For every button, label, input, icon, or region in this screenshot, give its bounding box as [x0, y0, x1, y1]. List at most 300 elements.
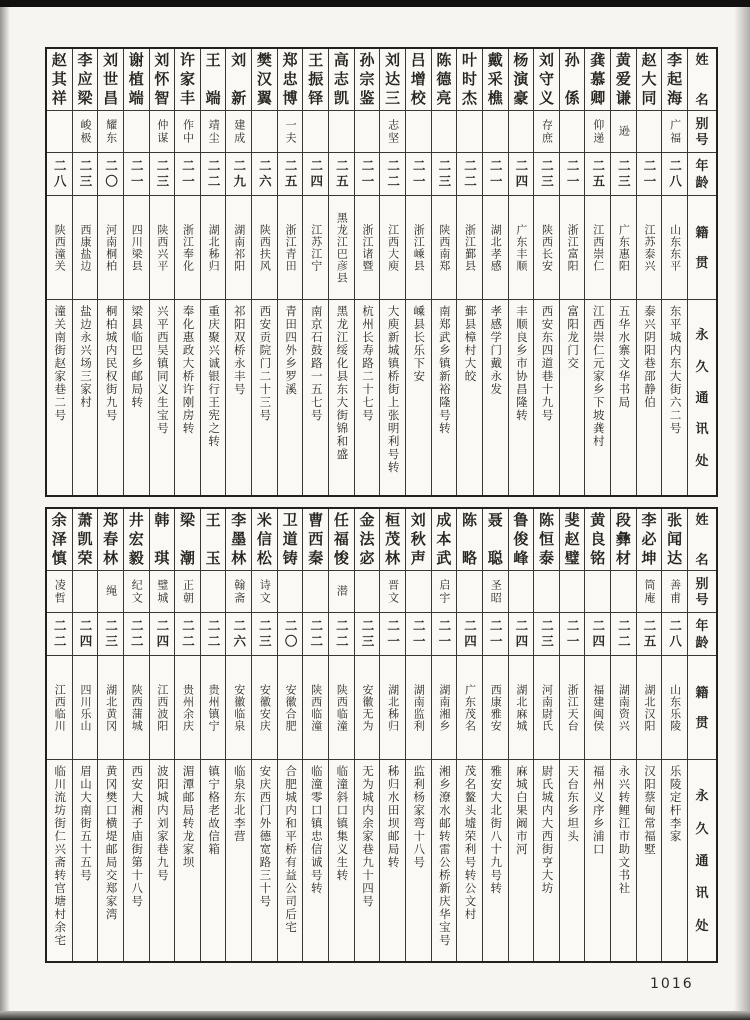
address-cell-text: 临泉东北李营 [232, 765, 245, 843]
native-place-cell [534, 656, 559, 760]
address-cell-text: 无为城内余家巷九十四号 [360, 765, 373, 908]
person-column [405, 49, 431, 495]
age-cell-text: 二八 [52, 158, 67, 190]
header-name-label [688, 509, 716, 571]
page-number: 1016 [650, 976, 694, 992]
character: 曹 [308, 512, 324, 529]
age-cell [406, 153, 431, 196]
native-place-cell-text: 贵州余庆 [181, 683, 194, 732]
person-column [149, 509, 175, 961]
character: 铸 [282, 550, 298, 567]
character: 金 [359, 512, 375, 529]
age-cell [457, 153, 482, 196]
character: 泰 [538, 550, 554, 567]
byname-cell-text: 逊 [617, 125, 630, 138]
address-cell-text: 南京石鼓路一五七号 [309, 305, 322, 422]
character: 宗 [359, 71, 375, 88]
native-place-cell-text: 安徽临泉 [232, 683, 245, 732]
character: 许 [180, 52, 196, 69]
native-place-cell-text: 山东乐陵 [668, 683, 681, 732]
native-place-cell [47, 196, 72, 300]
address-cell [509, 300, 534, 495]
character: 李 [231, 512, 247, 529]
native-place-cell [457, 196, 482, 300]
person-name-cell [432, 509, 457, 571]
address-cell [509, 760, 534, 961]
age-cell-text: 二四 [513, 158, 528, 190]
person-name-cell [560, 49, 585, 111]
address-cell [150, 760, 175, 961]
person-column [97, 49, 123, 495]
person-column [379, 49, 405, 495]
person-name-cell [483, 49, 508, 111]
character: 海 [667, 90, 683, 107]
person-column [200, 49, 226, 495]
person-name-cell [509, 509, 534, 571]
character: 陈 [462, 512, 478, 529]
address-cell [637, 760, 662, 961]
age-cell-text: 二三 [436, 158, 451, 190]
native-place-cell [432, 656, 457, 760]
address-cell-text: 雅安大北街八十九号转 [489, 765, 502, 895]
age-cell-text: 二三 [539, 158, 554, 190]
byname-cell-text: 善甫 [668, 578, 681, 605]
byname-cell-text: 翰斋 [232, 578, 245, 605]
character: 志 [333, 71, 349, 88]
age-cell [201, 613, 226, 656]
native-place-cell-text: 浙江富阳 [566, 223, 579, 272]
address-cell-text: 福州义序乡浦口 [591, 765, 604, 856]
character: 永 [695, 788, 709, 804]
age-cell [432, 153, 457, 196]
person-name-cell [98, 49, 123, 111]
character: 卫 [282, 512, 298, 529]
person-column [610, 49, 636, 495]
native-place-cell-text: 西康雅安 [489, 683, 502, 732]
native-place-cell-text: 安徽无为 [360, 683, 373, 732]
person-name-cell [560, 509, 585, 571]
person-column [123, 509, 149, 961]
character: 林 [103, 550, 119, 567]
person-name-cell [611, 509, 636, 571]
byname-cell [432, 571, 457, 613]
native-place-cell [560, 656, 585, 760]
character: 刘 [231, 52, 247, 69]
character: 本 [436, 531, 452, 548]
age-cell [329, 613, 354, 656]
age-cell [278, 613, 303, 656]
age-cell-text: 二三 [257, 618, 272, 650]
byname-cell-text: 诗文 [258, 578, 271, 605]
byname-cell-text: 一夫 [284, 118, 297, 145]
address-cell-text: 镇宁格老故信箱 [207, 765, 220, 856]
character: 振 [308, 71, 324, 88]
native-place-cell-text: 湖北黄冈 [104, 683, 117, 732]
age-cell-text: 二〇 [283, 618, 298, 650]
native-place-cell [355, 196, 380, 300]
address-cell [611, 300, 636, 495]
person-name-cell [585, 49, 610, 111]
header-age-label [688, 153, 716, 196]
age-cell-text: 二二 [129, 618, 144, 650]
address-cell [278, 760, 303, 961]
person-column [72, 49, 98, 495]
address-cell [175, 300, 200, 495]
address-cell [47, 760, 72, 961]
character: 久 [695, 820, 709, 836]
native-place-cell [406, 196, 431, 300]
byname-cell-text: 绳 [104, 585, 117, 598]
address-cell-text: 盐边永兴场三家村 [78, 305, 91, 409]
character: 铭 [590, 550, 606, 567]
address-cell [73, 760, 98, 961]
native-place-cell [457, 656, 482, 760]
age-cell-text: 二四 [462, 618, 477, 650]
byname-cell [560, 111, 585, 153]
native-place-cell [432, 196, 457, 300]
person-name-cell [432, 49, 457, 111]
native-place-cell [585, 656, 610, 760]
person-name-cell [150, 509, 175, 571]
address-cell [98, 300, 123, 495]
character: 家 [180, 71, 196, 88]
character: 别 [695, 115, 709, 131]
address-cell [355, 300, 380, 495]
person-column [636, 49, 662, 495]
native-place-cell [509, 656, 534, 760]
native-place-cell-text: 湖南资兴 [617, 683, 630, 732]
address-cell-text: 丰顺良乡市协昌隆转 [514, 305, 527, 422]
age-cell-text: 二二 [616, 618, 631, 650]
character: 增 [410, 71, 426, 88]
character: 荣 [77, 550, 93, 567]
person-column [456, 49, 482, 495]
native-place-cell-text: 陕西临潼 [335, 683, 348, 732]
native-place-cell [406, 656, 431, 760]
character: 龄 [695, 175, 709, 190]
person-name-cell [226, 509, 251, 571]
address-cell [432, 760, 457, 961]
native-place-cell [98, 656, 123, 760]
person-column [661, 509, 687, 961]
character: 翼 [256, 90, 272, 107]
character: 成 [436, 512, 452, 529]
byname-cell [534, 111, 559, 153]
age-cell-text: 二二 [385, 158, 400, 190]
character: 孙 [359, 52, 375, 69]
character: 黄 [615, 52, 631, 69]
age-cell [73, 153, 98, 196]
address-cell [73, 300, 98, 495]
address-cell-text: 临潼零口镇忠信诚号转 [309, 765, 322, 895]
character: 爱 [615, 71, 631, 88]
native-place-cell [124, 196, 149, 300]
character: 慎 [51, 550, 67, 567]
person-column [431, 509, 457, 961]
character: 赵 [641, 52, 657, 69]
address-cell [329, 300, 354, 495]
age-cell-text: 二八 [667, 158, 682, 190]
native-place-cell-text: 湖北秭归 [207, 223, 220, 272]
character: 植 [128, 71, 144, 88]
age-cell-text: 二一 [565, 618, 580, 650]
person-column [431, 49, 457, 495]
address-cell-text: 嵊县长乐下安 [412, 305, 425, 383]
character: 刘 [103, 52, 119, 69]
byname-cell [355, 111, 380, 153]
native-place-cell [303, 656, 328, 760]
person-name-cell [329, 49, 354, 111]
age-cell [124, 153, 149, 196]
person-column [97, 509, 123, 961]
header-address-label [688, 300, 716, 495]
character: 米 [256, 512, 272, 529]
person-column [405, 509, 431, 961]
character: 春 [103, 531, 119, 548]
age-cell-text: 二四 [308, 158, 323, 190]
native-place-cell-text: 湖南监利 [412, 683, 425, 732]
header-byname-label [688, 571, 716, 613]
byname-cell-text: 仲谋 [155, 118, 168, 145]
byname-cell [252, 111, 277, 153]
character: 法 [359, 531, 375, 548]
character: 聂 [487, 512, 503, 529]
character: 係 [564, 90, 580, 107]
native-place-cell [637, 656, 662, 760]
native-place-cell-text: 贵州镇宁 [207, 683, 220, 732]
character: 博 [282, 90, 298, 107]
address-cell-text: 西安贡院门二十三号 [258, 305, 271, 422]
character: 王 [308, 52, 324, 69]
address-cell-text: 监利杨家弯十八号 [412, 765, 425, 869]
age-cell-text: 二一 [385, 618, 400, 650]
address-cell [303, 760, 328, 961]
byname-cell-text: 仰递 [591, 118, 604, 145]
age-cell-text: 二四 [154, 618, 169, 650]
character: 韩 [154, 512, 170, 529]
address-cell-text: 茂名鳌头墟荣利号转公文村 [463, 765, 476, 921]
age-cell [303, 153, 328, 196]
byname-cell [150, 111, 175, 153]
address-cell [226, 300, 251, 495]
character: 谦 [615, 90, 631, 107]
age-cell-text: 二一 [359, 158, 374, 190]
native-place-cell [329, 196, 354, 300]
character: 桓 [385, 512, 401, 529]
address-cell-text: 兴平西吴镇同义生宝号 [155, 305, 168, 435]
scan-edge-right [734, 0, 750, 1020]
byname-cell [380, 111, 405, 153]
character: 段 [615, 512, 631, 529]
age-cell [329, 153, 354, 196]
person-column [559, 49, 585, 495]
address-cell-text: 眉山大南街五十五号 [78, 765, 91, 882]
person-name-cell [73, 509, 98, 571]
age-cell-text: 二六 [231, 618, 246, 650]
address-cell [432, 300, 457, 495]
character: 西 [308, 531, 324, 548]
person-column [251, 509, 277, 961]
byname-cell-text: 靖尘 [207, 118, 220, 145]
person-column [200, 509, 226, 961]
native-place-cell [124, 656, 149, 760]
address-cell [662, 760, 687, 961]
native-place-cell [252, 656, 277, 760]
person-name-cell [303, 509, 328, 571]
age-cell-text: 二二 [334, 618, 349, 650]
character: 恒 [538, 531, 554, 548]
native-place-cell-text: 陕西长安 [540, 223, 553, 272]
character: 李 [641, 512, 657, 529]
byname-cell-text: 峻极 [78, 118, 91, 145]
person-name-cell [47, 49, 72, 111]
character: 泽 [51, 531, 67, 548]
character: 刘 [538, 52, 554, 69]
address-cell [457, 760, 482, 961]
person-column [482, 509, 508, 961]
character: 陈 [436, 52, 452, 69]
person-name-cell [226, 49, 251, 111]
native-place-cell-text: 广东茂名 [463, 683, 476, 732]
age-cell [662, 153, 687, 196]
address-cell-text: 安庆西门外德宽路三十号 [258, 765, 271, 908]
age-cell [226, 153, 251, 196]
character: 演 [513, 71, 529, 88]
character: 年 [695, 618, 709, 633]
native-place-cell [483, 196, 508, 300]
address-cell-text: 尉氏城内大西街亨大坊 [540, 765, 553, 895]
native-place-cell-text: 江西临川 [53, 683, 66, 732]
character: 梁 [180, 512, 196, 529]
byname-cell [355, 571, 380, 613]
address-cell-text: 天台东乡坦头 [566, 765, 579, 843]
native-place-cell-text: 陕西临潼 [309, 683, 322, 732]
character: 张 [667, 512, 683, 529]
native-place-cell [73, 196, 98, 300]
character: 丰 [180, 90, 196, 107]
character: 樊 [256, 52, 272, 69]
person-column [584, 509, 610, 961]
age-cell-text: 二二 [206, 158, 221, 190]
age-cell [47, 613, 72, 656]
byname-cell [73, 111, 98, 153]
address-cell-text: 南郑武乡镇新裕隆号转 [437, 305, 450, 435]
address-cell [662, 300, 687, 495]
person-name-cell [329, 509, 354, 571]
person-name-cell [483, 509, 508, 571]
age-cell-text: 二三 [616, 158, 631, 190]
character: 樵 [487, 90, 503, 107]
age-cell [457, 613, 482, 656]
byname-cell-text: 圣昭 [489, 578, 502, 605]
native-place-cell [98, 196, 123, 300]
character: 高 [333, 52, 349, 69]
person-column [277, 49, 303, 495]
person-column [47, 49, 72, 495]
person-column [559, 509, 585, 961]
native-place-cell-text: 陕西兴平 [155, 223, 168, 272]
person-name-cell [201, 49, 226, 111]
byname-cell [560, 571, 585, 613]
person-name-cell [278, 509, 303, 571]
age-cell [509, 153, 534, 196]
header-age-label [688, 613, 716, 656]
character: 守 [538, 71, 554, 88]
address-cell [457, 300, 482, 495]
age-cell-text: 二三 [77, 158, 92, 190]
scan-edge-bottom [0, 1011, 750, 1020]
person-name-cell [278, 49, 303, 111]
character: 凯 [333, 90, 349, 107]
character: 采 [487, 71, 503, 88]
character: 忠 [282, 71, 298, 88]
address-cell [278, 300, 303, 495]
address-cell-text: 五华水寨文华书局 [617, 305, 630, 409]
byname-cell [509, 111, 534, 153]
person-name-cell [303, 49, 328, 111]
age-cell [611, 153, 636, 196]
person-column [328, 509, 354, 961]
character: 鲁 [513, 512, 529, 529]
character: 时 [462, 71, 478, 88]
character: 李 [77, 52, 93, 69]
address-cell-text: 湘乡潦水邮转雷公桥新庆华宝号 [437, 765, 450, 947]
character: 卿 [590, 90, 606, 107]
age-cell [611, 613, 636, 656]
byname-cell-text: 启宇 [437, 578, 450, 605]
native-place-cell [560, 196, 585, 300]
age-cell-text: 二五 [642, 618, 657, 650]
address-cell-text: 秭归水田坝邮局转 [386, 765, 399, 869]
address-cell-text: 乐陵定杆李家 [668, 765, 681, 843]
character: 龚 [590, 52, 606, 69]
address-cell [406, 300, 431, 495]
person-name-cell [637, 509, 662, 571]
byname-cell [432, 111, 457, 153]
character: 王 [205, 512, 221, 529]
address-cell-text: 泰兴阴阳巷邵静伯 [643, 305, 656, 409]
byname-cell [509, 571, 534, 613]
age-cell [355, 613, 380, 656]
native-place-cell-text: 湖北秭归 [386, 683, 399, 732]
person-name-cell [98, 509, 123, 571]
native-place-cell [380, 196, 405, 300]
byname-cell [175, 571, 200, 613]
native-place-cell-text: 湖北孝感 [489, 223, 502, 272]
address-cell [252, 300, 277, 495]
byname-cell [303, 111, 328, 153]
native-place-cell-text: 江苏江宁 [309, 223, 322, 272]
character: 刘 [154, 52, 170, 69]
character: 声 [410, 550, 426, 567]
character: 通 [695, 852, 709, 868]
age-cell [303, 613, 328, 656]
native-place-cell-text: 浙江青田 [284, 223, 297, 272]
byname-cell [406, 571, 431, 613]
age-cell-text: 二二 [206, 618, 221, 650]
native-place-cell [201, 656, 226, 760]
native-place-cell [303, 196, 328, 300]
person-column [636, 509, 662, 961]
age-cell-text: 二一 [488, 618, 503, 650]
native-place-cell-text: 浙江鄞县 [463, 223, 476, 272]
character: 赵 [51, 52, 67, 69]
character: 德 [436, 71, 452, 88]
character: 姓 [695, 52, 709, 67]
byname-cell [124, 571, 149, 613]
age-cell [150, 153, 175, 196]
address-cell [534, 300, 559, 495]
